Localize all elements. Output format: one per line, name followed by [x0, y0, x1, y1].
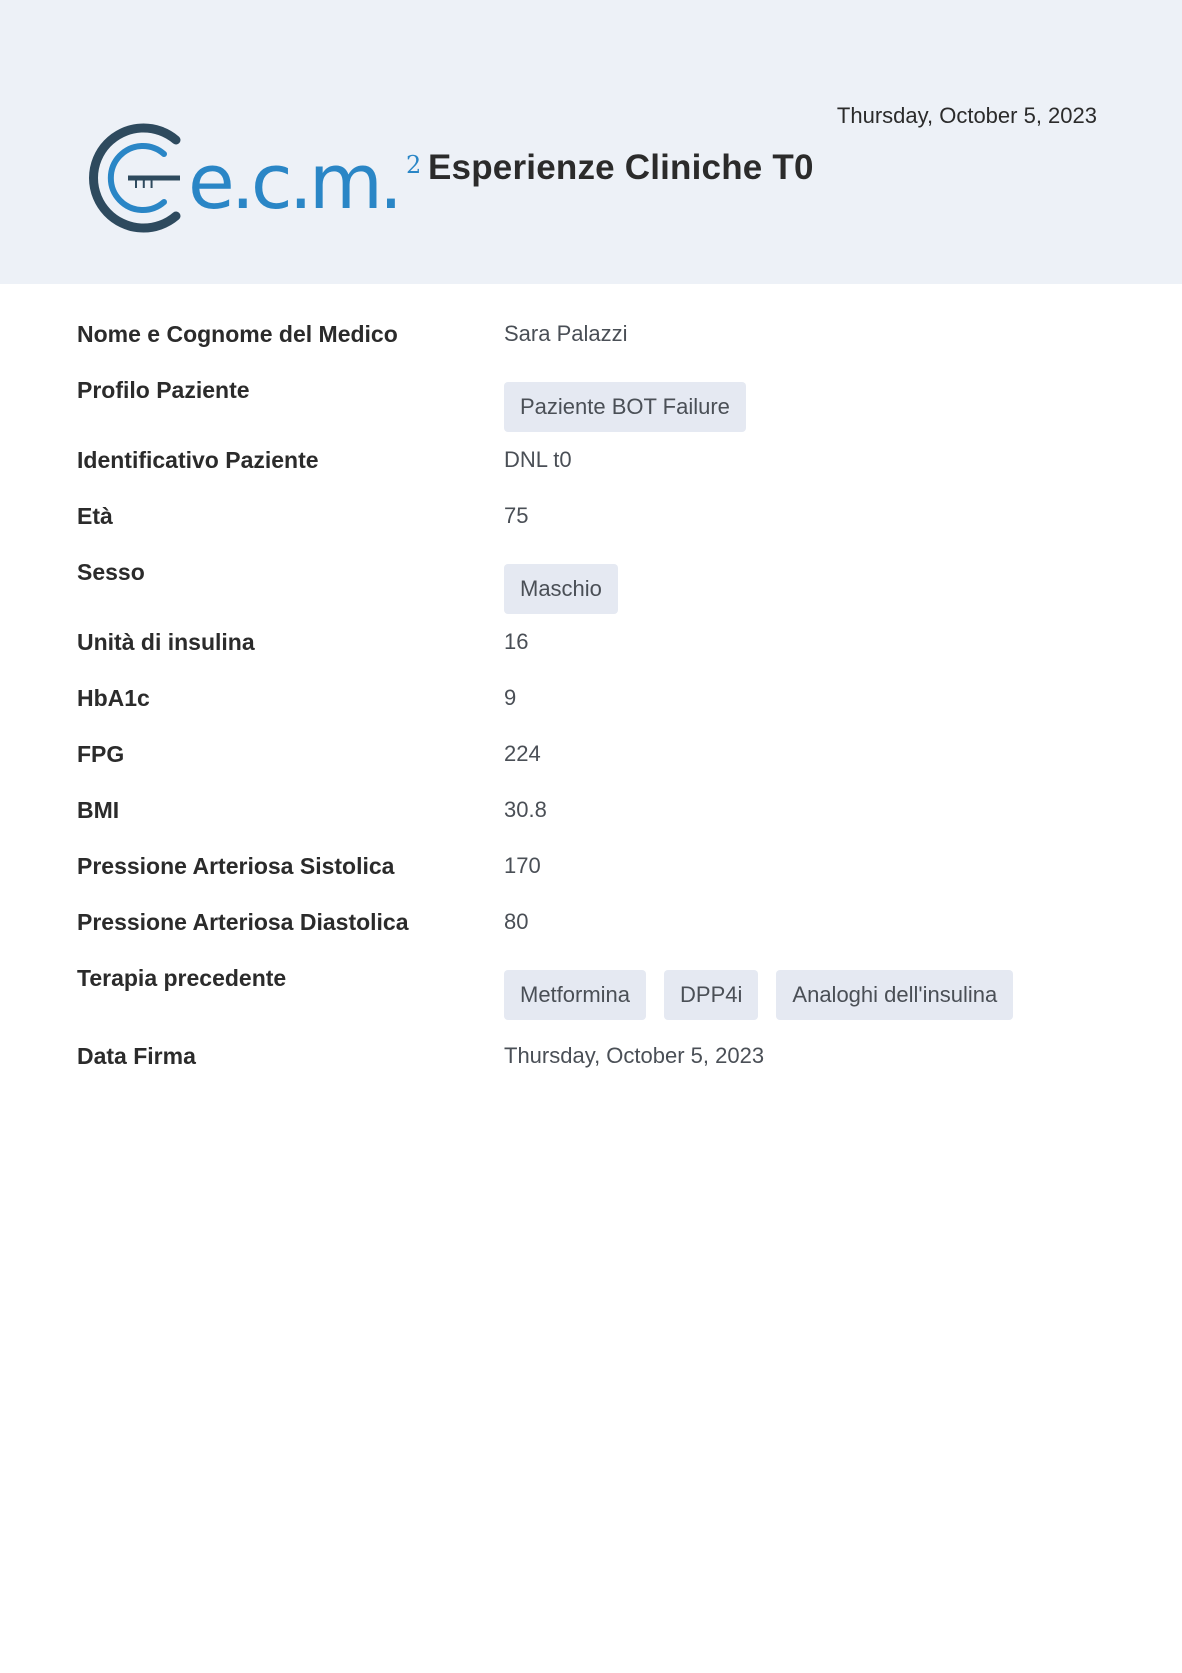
chip-group — [504, 370, 746, 432]
field-row-sistolica — [77, 846, 1107, 902]
field-value: 80 — [504, 909, 529, 934]
field-row-identificativo — [77, 440, 1107, 496]
chip: Paziente BOT Failure — [504, 382, 746, 432]
field-value: 224 — [504, 741, 541, 766]
field-row-data-firma — [77, 1036, 1107, 1092]
field-label: Pressione Arteriosa Sistolica — [77, 853, 395, 879]
ecm-logo — [76, 118, 421, 238]
logo-inner-letter: m — [133, 169, 155, 194]
field-row-profilo — [77, 370, 1107, 440]
field-label: Identificativo Paziente — [77, 447, 319, 473]
field-label: FPG — [77, 741, 125, 767]
logo-superscript: 2 — [406, 151, 421, 179]
chip-group — [504, 958, 1013, 1020]
form-fields — [77, 314, 1107, 1092]
field-value: 16 — [504, 629, 529, 654]
field-row-insulina — [77, 622, 1107, 678]
chip: DPP4i — [664, 970, 758, 1020]
chip: Metformina — [504, 970, 646, 1020]
field-row-bmi — [77, 790, 1107, 846]
field-value: Sara Palazzi — [504, 321, 628, 346]
header-date: Thursday, October 5, 2023 — [836, 103, 1097, 128]
chip: Maschio — [504, 564, 618, 614]
field-value: 30.8 — [504, 797, 547, 822]
field-value: DNL t0 — [504, 447, 572, 472]
field-label: HbA1c — [77, 685, 150, 711]
chip-group — [504, 552, 618, 614]
field-row-hba1c — [77, 678, 1107, 734]
field-value: 75 — [504, 503, 529, 528]
field-label: Età — [77, 503, 113, 529]
field-row-terapia — [77, 958, 1107, 1036]
field-row-sesso — [77, 552, 1107, 622]
field-row-eta — [77, 496, 1107, 552]
field-label: Terapia precedente — [77, 965, 287, 991]
field-label: Pressione Arteriosa Diastolica — [77, 909, 409, 935]
field-value: Thursday, October 5, 2023 — [504, 1043, 765, 1068]
field-value: 170 — [504, 853, 541, 878]
field-row-fpg — [77, 734, 1107, 790]
page-title: Esperienze Cliniche T0 — [428, 148, 814, 187]
logo-text: e.c.m. — [188, 137, 400, 226]
field-row-medico — [77, 314, 1107, 370]
page-header — [0, 0, 1182, 284]
field-value: 9 — [504, 685, 517, 710]
field-label: Nome e Cognome del Medico — [77, 321, 398, 347]
field-label: BMI — [77, 797, 120, 823]
field-label: Data Firma — [77, 1043, 196, 1069]
chip: Analoghi dell'insulina — [776, 970, 1013, 1020]
field-label: Profilo Paziente — [77, 377, 250, 403]
field-label: Unità di insulina — [77, 629, 255, 655]
field-label: Sesso — [77, 559, 145, 585]
field-row-diastolica — [77, 902, 1107, 958]
